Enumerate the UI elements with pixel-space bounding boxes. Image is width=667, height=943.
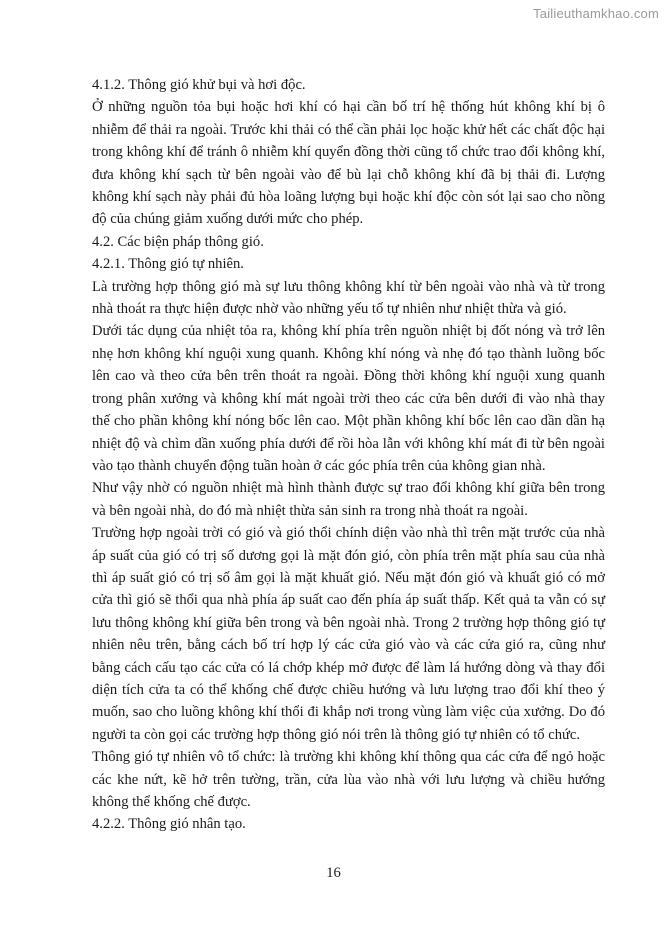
paragraph-natural-ventilation-definition: Là trường hợp thông gió mà sự lưu thông không khí từ bên ngoài vào nhà và từ trong nhà thoát ra thực hiện được nhờ vào những yếu tố tự nhiên như nhiệt thừa và gió. [92,278,605,318]
paragraph-thermal-effect: Dưới tác dụng của nhiệt tỏa ra, không khí phía trên nguồn nhiệt bị đốt nóng và trở lên nhẹ hơn không khí nguội xung quanh. Không khí nóng và nhẹ đó tạo thành luồng bốc lên cao và theo cửa bên trên thoát ra ngoài. Đồng thời không khí nguội xung quanh trong phân xưởng và không khí mát ngoài trời theo các cửa bên dưới đi vào nhà thay thế cho phần không khí nóng bốc lên cao. Một phần không khí bốc lên cao dần dần hạ nhiệt độ và chìm dần xuống phía dưới để rồi hòa lẫn với không khí mát đi từ bên ngoài vào tạo thành chuyển động tuần hoàn ở các góc phía trên của không gian nhà. [92,323,605,474]
section-heading-4-1-2: 4.1.2. Thông gió khử bụi và hơi độc. [92,77,306,93]
paragraph-wind-effect: Trường hợp ngoài trời có gió và gió thổi chính diện vào nhà thì trên mặt trước của nhà áp suất của gió có trị số dương gọi là mặt đón gió, còn phía trên mặt phía sau của nhà thì áp suất gió có trị số âm gọi là mặt khuất gió. Nếu mặt đón gió và khuất gió có mở cửa thì gió sẽ thổi qua nhà phía áp suất cao đến phía áp suất thấp. Kết quả ta vẫn có sự lưu thông không khí giữa bên trong và bên ngoài nhà. Trong 2 trường hợp thông gió tự nhiên nêu trên, bằng cách bố trí hợp lý các cửa gió vào và các cửa gió ra, cũng như bằng cách cấu tạo các cửa có lá chớp khép mở được để làm lá hướng dòng và thay đổi diện tích cửa ta có thể khống chế được chiều hướng và lưu lượng trao đổi khí theo ý muốn, sao cho luồng không khí thổi đi khắp nơi trong vùng làm việc của xưởng. Do đó người ta còn gọi các trường hợp thông gió nói trên là thông gió tự nhiên có tổ chức. [92,525,605,743]
paragraph-heat-source-exchange: Như vậy nhờ có nguồn nhiệt mà hình thành được sự trao đổi không khí giữa bên trong và bên ngoài nhà, do đó mà nhiệt thừa sản sinh ra trong nhà thoát ra ngoài. [92,480,605,519]
document-body [92,74,605,836]
section-heading-4-2-1: 4.2.1. Thông gió tự nhiên. [92,256,244,273]
paragraph-unorganized-ventilation: Thông gió tự nhiên vô tổ chức: là trường khi không khí thông qua các cửa để ngỏ hoặc các khe nứt, kẽ hở trên tường, trần, cửa lùa vào nhà với lưu lượng và chiều hướng không thể khống chế được. [92,749,605,810]
page-number: 16 [326,865,341,881]
section-heading-4-2-2: 4.2.2. Thông gió nhân tạo. [92,816,246,833]
watermark: Tailieuthamkhao.com [533,6,659,21]
paragraph-dust-exhaust: Ở những nguồn tỏa bụi hoặc hơi khí có hại cần bố trí hệ thống hút không khí bị ô nhiễm để thải ra ngoài. Trước khi thải có thể cần phải lọc hoặc khử hết các chất độc hại trong không khí để tránh ô nhiễm khí quyển đồng thời cũng tổ chức trao đổi không khí, đưa không khí sạch từ bên ngoài vào để bù lại chỗ không khí đã bị thải đi. Lượng không khí sạch này phải đủ hòa loãng lượng bụi hoặc khí độc còn sót lại sao cho nồng độ của chúng giảm xuống dưới mức cho phép. [92,99,605,228]
section-heading-4-2: 4.2. Các biện pháp thông gió. [92,233,264,250]
